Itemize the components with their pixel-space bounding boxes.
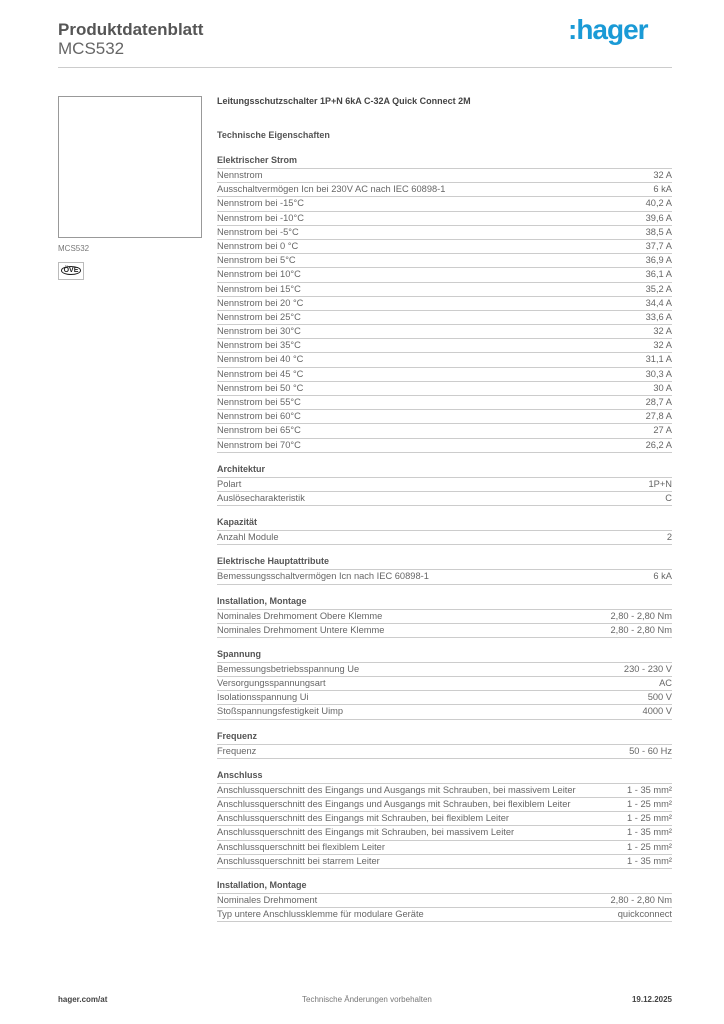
spec-value: 40,2 A [645,198,672,209]
spec-row [217,439,672,453]
spec-value: 1 - 35 mm² [627,784,672,795]
ove-logo-text: ÖVE [61,266,82,275]
spec-label: Anschlussquerschnitt des Eingangs mit Schrauben, bei flexiblem Leiter [217,813,509,824]
spec-value: 39,6 A [645,212,672,223]
spec-label: Nennstrom bei 15°C [217,283,301,294]
spec-section [217,517,672,545]
spec-label: Anschlussquerschnitt des Eingangs und Ausgangs mit Schrauben, bei flexiblem Leiter [217,799,571,809]
spec-label: Nennstrom bei -5°C [217,226,299,237]
spec-label: Anschlussquerschnitt bei starrem Leiter [217,855,380,866]
spec-row [217,705,672,719]
spec-row [217,894,672,908]
spec-label: Anschlussquerschnitt des Eingangs mit Schrauben, bei massivem Leiter [217,827,515,838]
spec-label: Nennstrom bei 30°C [217,326,301,337]
spec-label: Polart [217,478,242,489]
footer-note: Technische Änderungen vorbehalten [302,995,432,1004]
page-title: Produktdatenblatt [58,20,204,39]
section-heading: Anschluss [217,770,672,784]
spec-label: Nominales Drehmoment Untere Klemme [217,624,385,635]
spec-row [217,283,672,297]
section-heading: Spannung [217,649,672,663]
spec-row [217,610,672,624]
spec-row [217,663,672,677]
spec-value: C [665,492,672,503]
spec-value: 37,7 A [645,240,672,251]
spec-label: Ausschaltvermögen Icn bei 230V AC nach IEC 60898-1 [217,184,446,195]
spec-value: 500 V [647,692,672,703]
section-heading: Elektrischer Strom [217,155,672,169]
spec-label: Anzahl Module [217,532,279,543]
spec-content [217,96,672,922]
spec-section [217,649,672,720]
product-name: Leitungsschutzschalter 1P+N 6kA C-32A Quick Connect 2M [217,96,471,106]
spec-label: Nennstrom bei 35°C [217,340,301,351]
footer-website: hager.com/at [58,995,108,1004]
spec-section [217,880,672,922]
spec-value: quickconnect [617,909,672,920]
spec-row [217,268,672,282]
ove-certification-icon [58,262,84,280]
spec-value: 2,80 - 2,80 Nm [610,610,672,621]
spec-value: AC [659,678,672,689]
spec-row [217,478,672,492]
spec-value: 2,80 - 2,80 Nm [610,894,672,905]
spec-row [217,798,672,812]
spec-value: 230 - 230 V [623,663,672,674]
spec-value: 38,5 A [645,226,672,237]
spec-row [217,339,672,353]
spec-value: 1P+N [648,478,672,489]
spec-value: 30 A [653,382,672,393]
spec-value: 32 A [653,170,672,180]
spec-row [217,226,672,240]
spec-value: 50 - 60 Hz [629,745,672,756]
spec-value: 32 A [653,340,672,351]
spec-value: 1 - 35 mm² [627,827,672,838]
spec-label: Bemessungsbetriebsspannung Ue [217,663,360,674]
spec-value: 26,2 A [645,439,672,450]
spec-section [217,155,672,453]
section-heading: Kapazität [217,517,672,531]
spec-row [217,297,672,311]
spec-label: Nennstrom bei 45 °C [217,368,304,379]
spec-label: Typ untere Anschlussklemme für modulare Geräte [217,909,424,920]
spec-value: 1 - 25 mm² [627,799,672,809]
spec-value: 31,1 A [645,354,672,365]
spec-label: Nennstrom bei 65°C [217,425,301,436]
spec-value: 36,1 A [645,269,672,280]
model-number: MCS532 [58,39,125,58]
tech-heading: Technische Eigenschaften [217,130,330,140]
spec-row [217,410,672,424]
spec-label: Nennstrom bei 40 °C [217,354,304,365]
spec-label: Nominales Drehmoment [217,894,318,905]
spec-label: Versorgungsspannungsart [217,678,326,689]
spec-row [217,784,672,798]
spec-label: Nennstrom bei 55°C [217,397,301,407]
spec-value: 28,7 A [645,397,672,407]
section-heading: Installation, Montage [217,596,672,610]
header-divider [58,67,672,68]
spec-row [217,812,672,826]
spec-row [217,169,672,183]
spec-label: Nennstrom [217,170,263,180]
spec-value: 33,6 A [645,311,672,322]
hager-logo: :hager [568,14,648,45]
section-heading: Installation, Montage [217,880,672,894]
section-heading: Architektur [217,464,672,478]
spec-row [217,531,672,545]
spec-label: Anschlussquerschnitt bei flexiblem Leiter [217,841,385,852]
spec-label: Stoßspannungsfestigkeit Uimp [217,706,344,717]
spec-row [217,908,672,922]
spec-value: 6 kA [653,184,672,195]
spec-row [217,841,672,855]
spec-label: Auslösecharakteristik [217,492,305,503]
spec-label: Nennstrom bei 20 °C [217,297,304,308]
spec-value: 1 - 25 mm² [627,841,672,852]
spec-row [217,691,672,705]
spec-label: Nennstrom bei 50 °C [217,382,304,393]
spec-value: 1 - 35 mm² [627,855,672,866]
spec-row [217,382,672,396]
spec-label: Isolationsspannung Ui [217,692,309,703]
spec-row [217,624,672,638]
section-heading: Elektrische Hauptattribute [217,556,672,570]
spec-value: 27,8 A [645,411,672,422]
spec-value: 2 [666,532,672,543]
spec-row [217,570,672,584]
spec-label: Nennstrom bei 10°C [217,269,301,280]
spec-value: 2,80 - 2,80 Nm [610,624,672,635]
spec-row [217,325,672,339]
spec-section [217,770,672,869]
spec-label: Nennstrom bei 70°C [217,439,301,450]
section-heading: Frequenz [217,731,672,745]
spec-row [217,492,672,506]
spec-row [217,183,672,197]
spec-value: 34,4 A [645,297,672,308]
spec-value: 4000 V [642,706,672,717]
spec-value: 30,3 A [645,368,672,379]
product-image [58,96,202,238]
spec-row [217,424,672,438]
spec-label: Nominales Drehmoment Obere Klemme [217,610,383,621]
spec-row [217,745,672,759]
footer-date: 19.12.2025 [631,995,672,1004]
spec-label: Nennstrom bei -15°C [217,198,304,209]
spec-value: 6 kA [653,571,672,582]
spec-value: 36,9 A [645,255,672,266]
spec-value: 32 A [653,326,672,337]
spec-row [217,311,672,325]
spec-row [217,353,672,367]
spec-row [217,826,672,840]
spec-value: 1 - 25 mm² [627,813,672,824]
spec-sections [217,155,672,922]
spec-row [217,240,672,254]
spec-label: Nennstrom bei 60°C [217,411,301,422]
spec-label: Anschlussquerschnitt des Eingangs und Ausgangs mit Schrauben, bei massivem Leiter [217,784,576,795]
spec-label: Nennstrom bei 5°C [217,255,296,266]
spec-label: Nennstrom bei 25°C [217,311,301,322]
spec-label: Nennstrom bei 0 °C [217,240,299,251]
spec-section [217,731,672,759]
spec-section [217,464,672,506]
spec-section [217,596,672,638]
spec-row [217,368,672,382]
spec-label: Nennstrom bei -10°C [217,212,304,223]
spec-value: 35,2 A [645,283,672,294]
spec-value: 27 A [653,425,672,436]
image-caption: MCS532 [58,244,90,253]
spec-row [217,677,672,691]
spec-section [217,556,672,584]
spec-row [217,396,672,410]
spec-label: Bemessungsschaltvermögen Icn nach IEC 60898-1 [217,571,429,582]
spec-row [217,254,672,268]
spec-row [217,197,672,211]
spec-row [217,855,672,869]
spec-row [217,212,672,226]
spec-label: Frequenz [217,745,257,756]
